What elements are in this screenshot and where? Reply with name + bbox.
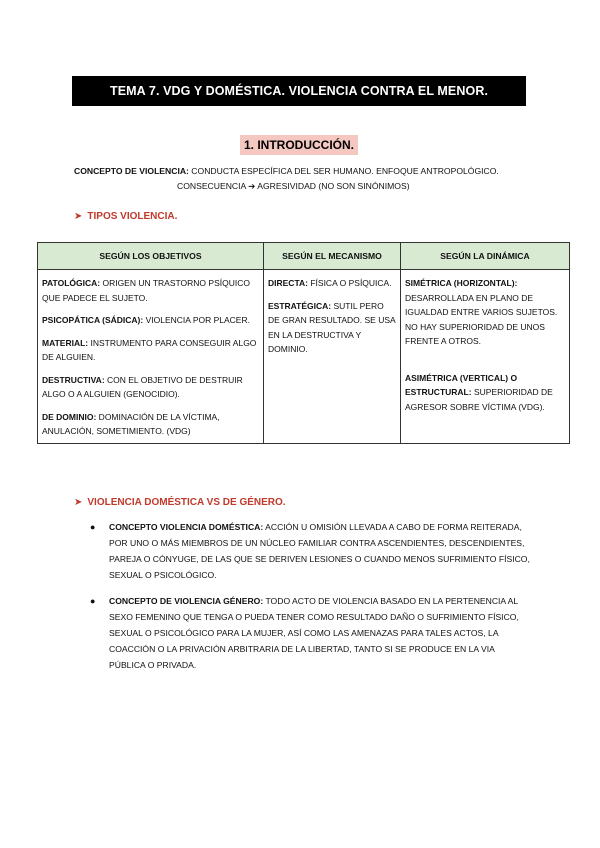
bullet-label: CONCEPTO DE VIOLENCIA GÉNERO: xyxy=(109,596,264,606)
header-objetivos: SEGÚN LOS OBJETIVOS xyxy=(38,243,264,270)
entry-simetrica: SIMÉTRICA (HORIZONTAL): DESARROLLADA EN PLANO DE IGUALDAD ENTRE VARIOS SUJETOS. NO HAY SUPERIORIDAD DE UNOS FRENTE A OTROS. xyxy=(405,278,558,346)
table-header-row xyxy=(38,243,570,270)
bullet-icon: ● xyxy=(90,522,96,532)
list-item-violencia-genero xyxy=(90,593,530,673)
entry-patologica: PATOLÓGICA: ORIGEN UN TRASTORNO PSÍQUICO QUE PADECE EL SUJETO. xyxy=(42,278,250,303)
document-title: TEMA 7. VDG Y DOMÉSTICA. VIOLENCIA CONTRA EL MENOR. xyxy=(72,76,526,106)
concept-label: CONCEPTO DE VIOLENCIA: xyxy=(74,166,189,176)
tipos-violencia-table xyxy=(37,242,570,444)
bullet-text: ACCIÓN U OMISIÓN LLEVADA A CABO DE FORMA REITERADA, POR UNO O MÁS MIEMBROS DE UN NÚCLEO FAMILIAR CONTRA ASCENDIENTES, DESCENDIENTES, PAREJA O CÓNYUGE, DE LAS QUE SE DERIVEN LESIONES O CUANDO MENOS SUFRIMIENTO FÍSICO, SEXUAL O PSICOLÓGICO. xyxy=(109,522,530,580)
bullet-text: TODO ACTO DE VIOLENCIA BASADO EN LA PERTENENCIA AL SEXO FEMENINO QUE TENGA O PUEDA TENER COMO RESULTADO DAÑO O SUFRIMIENTO FÍSICO, SEXUAL O PSICOLÓGICO PARA LA MUJER, ASÍ COMO LAS AMENAZAS PARA TALES ACTOS, LA COACCIÓN O LA PRIVACIÓN ARBITRARIA DE LA LIBERTAD, TANTO SI SE PRODUCE EN LA VIA PÚBLICA O PRIVADA. xyxy=(109,596,519,670)
tipos-violencia-heading-text: TIPOS VIOLENCIA. xyxy=(87,211,178,222)
definitions-list xyxy=(90,519,530,683)
arrow-right-icon: ➤ xyxy=(74,497,83,508)
entry-estrategica: ESTRATÉGICA: SUTIL PERO DE GRAN RESULTADO. SE USA EN LA DESTRUCTIVA Y DOMINIO. xyxy=(268,300,396,354)
violencia-domestica-heading xyxy=(74,497,286,508)
bullet-icon: ● xyxy=(90,596,96,606)
concept-consecuencia-line: CONSECUENCIA ➔ AGRESIVIDAD (NO SON SINÓNIMOS) xyxy=(177,181,410,191)
concept-violencia-line xyxy=(74,166,499,176)
entry-directa: DIRECTA: FÍSICA O PSÍQUICA. xyxy=(268,278,392,288)
header-mecanismo: SEGÚN EL MECANISMO xyxy=(264,243,401,270)
section-heading-introduccion: 1. INTRODUCCIÓN. xyxy=(240,135,358,155)
arrow-right-icon: ➤ xyxy=(74,211,83,222)
cell-dinamica xyxy=(401,270,570,444)
bullet-label: CONCEPTO VIOLENCIA DOMÉSTICA: xyxy=(109,522,264,532)
entry-de-dominio: DE DOMINIO: DOMINACIÓN DE LA VÍCTIMA, ANULACIÓN, SOMETIMIENTO. (VDG) xyxy=(42,411,220,436)
list-item-violencia-domestica xyxy=(90,519,530,583)
header-dinamica: SEGÚN LA DINÁMICA xyxy=(401,243,570,270)
tipos-violencia-heading xyxy=(74,211,177,222)
concept-text: CONDUCTA ESPECÍFICA DEL SER HUMANO. ENFOQUE ANTROPOLÓGICO. xyxy=(188,166,499,176)
violencia-domestica-heading-text: VIOLENCIA DOMÉSTICA VS DE GÉNERO. xyxy=(87,497,286,508)
entry-psicopatica: PSICOPÁTICA (SÁDICA): VIOLENCIA POR PLACER. xyxy=(42,315,250,325)
entry-material: MATERIAL: INSTRUMENTO PARA CONSEGUIR ALGO DE ALGUIEN. xyxy=(42,337,257,362)
cell-objetivos xyxy=(38,270,264,444)
entry-destructiva: DESTRUCTIVA: CON EL OBJETIVO DE DESTRUIR ALGO O A ALGUIEN (GENOCIDIO). xyxy=(42,374,243,399)
table-row xyxy=(38,270,570,444)
cell-mecanismo xyxy=(264,270,401,444)
entry-asimetrica: ASIMÉTRICA (VERTICAL) O ESTRUCTURAL: SUPERIORIDAD DE AGRESOR SOBRE VÍCTIMA (VDG). xyxy=(405,372,553,412)
